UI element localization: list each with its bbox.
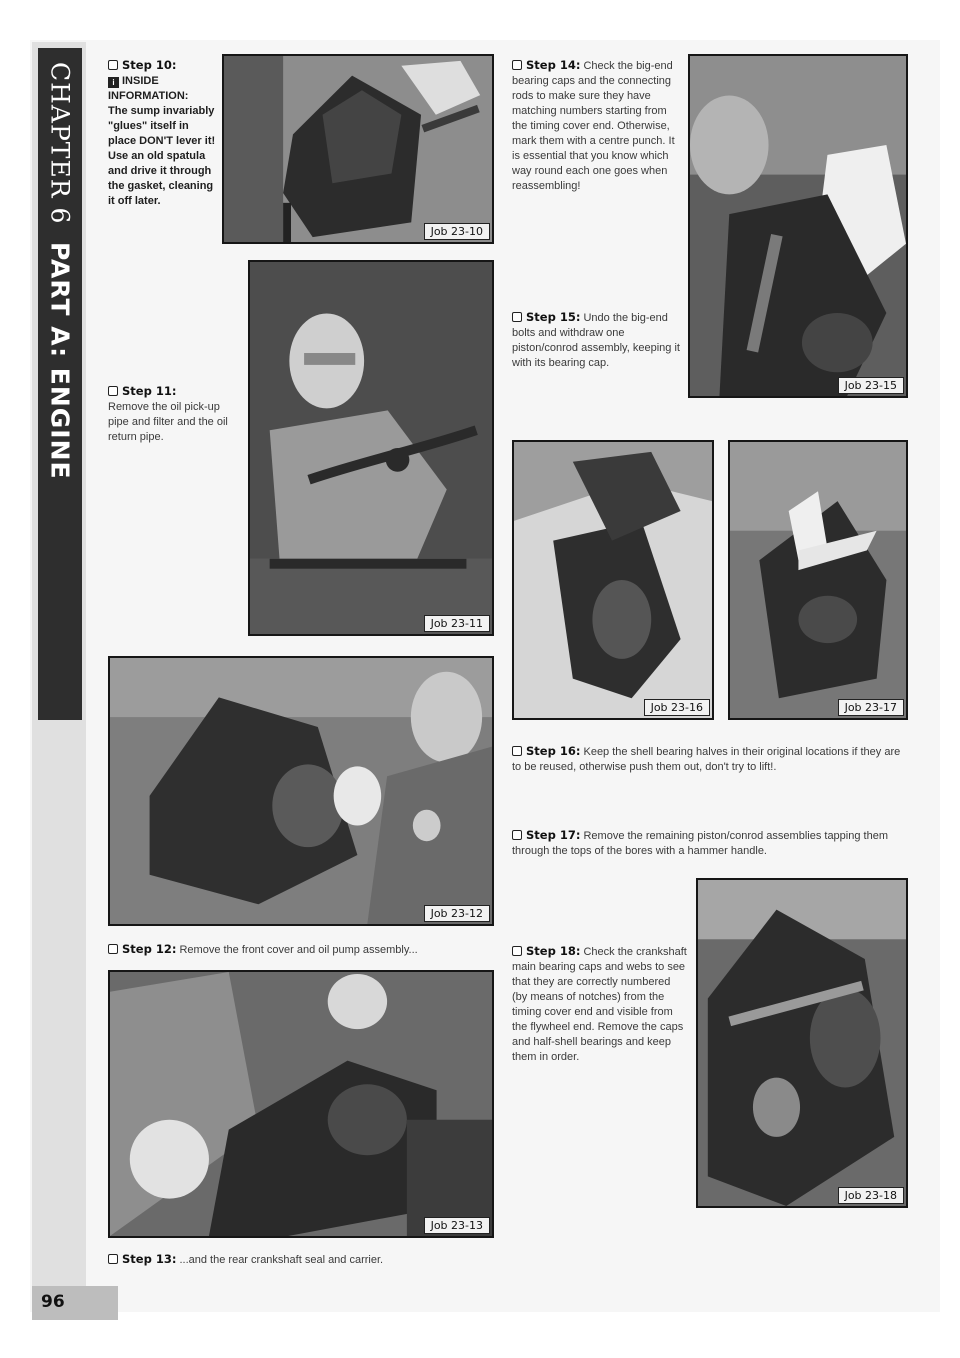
step-16-body: Keep the shell bearing halves in their original locations if they are to be reused, otherwise push them out, don't try to lift!. xyxy=(512,746,901,773)
step-15-body: Undo the big-end bolts and withdraw one piston/conrod assembly, keeping it with its bearing cap. xyxy=(512,312,680,369)
checkbox-icon xyxy=(108,60,118,70)
photo-caption: Job 23-11 xyxy=(424,615,490,632)
step-10-text xyxy=(108,58,216,209)
info-icon: i xyxy=(108,77,119,88)
photo-caption: Job 23-10 xyxy=(424,223,490,240)
checkbox-icon xyxy=(512,746,522,756)
step-17-label: Step 17: xyxy=(526,828,581,842)
checkbox-icon xyxy=(512,60,522,70)
photo-job-23-12 xyxy=(108,656,494,926)
photo-caption: Job 23-16 xyxy=(644,699,710,716)
chapter-title: CHAPTER 6 xyxy=(45,62,75,225)
step-11-body: Remove the oil pick-up pipe and filter and the oil return pipe. xyxy=(108,401,228,443)
step-13-label: Step 13: xyxy=(122,1252,177,1266)
photo-job-23-15 xyxy=(688,54,908,398)
step-12-body: Remove the front cover and oil pump assembly... xyxy=(179,944,418,956)
step-10-label: Step 10: xyxy=(122,58,177,72)
photo-job-23-16 xyxy=(512,440,714,720)
photo-caption: Job 23-15 xyxy=(838,377,904,394)
page-number: 96 xyxy=(32,1286,118,1320)
checkbox-icon xyxy=(108,386,118,396)
step-11-text xyxy=(108,384,240,445)
photo-caption: Job 23-13 xyxy=(424,1217,490,1234)
photo-caption: Job 23-18 xyxy=(838,1187,904,1204)
checkbox-icon xyxy=(108,1254,118,1264)
step-17-body: Remove the remaining piston/conrod assemblies tapping them through the tops of the bores with a hammer handle. xyxy=(512,830,888,857)
photo-job-23-17 xyxy=(728,440,908,720)
step-15-text xyxy=(512,310,682,371)
checkbox-icon xyxy=(512,830,522,840)
part-title: PART A: ENGINE xyxy=(45,242,75,480)
step-17-text xyxy=(512,828,912,859)
step-13-body: ...and the rear crankshaft seal and carrier. xyxy=(179,1254,384,1266)
step-10-body: The sump invariably "glues" itself in place DON'T lever it! Use an old spatula and drive it through the gasket, cleaning it off later. xyxy=(108,105,216,207)
step-12-text xyxy=(108,942,508,958)
step-13-text xyxy=(108,1252,508,1268)
checkbox-icon xyxy=(512,312,522,322)
step-16-text xyxy=(512,744,912,775)
checkbox-icon xyxy=(512,946,522,956)
step-14-text xyxy=(512,58,680,194)
step-18-label: Step 18: xyxy=(526,944,581,958)
photo-job-23-11 xyxy=(248,260,494,636)
step-18-body: Check the crankshaft main bearing caps and webs to see that they are correctly numbered (by means of notches) from the timing cover end and visible from the flywheel end. Remove the caps and half-shell bearings and keep them in order. xyxy=(512,946,687,1063)
photo-caption: Job 23-17 xyxy=(838,699,904,716)
step-14-body: Check the big-end bearing caps and the connecting rods to make sure they have matching numbers starting from the timing cover end. Otherwise, mark them with a centre punch. It is essential that you know which way round each one goes when reassembling! xyxy=(512,60,675,192)
checkbox-icon xyxy=(108,944,118,954)
step-10-info-heading: INSIDE INFORMATION: xyxy=(108,75,189,102)
photo-job-23-18 xyxy=(696,878,908,1208)
step-18-text xyxy=(512,944,688,1065)
step-16-label: Step 16: xyxy=(526,744,581,758)
photo-job-23-10 xyxy=(222,54,494,244)
step-12-label: Step 12: xyxy=(122,942,177,956)
photo-caption: Job 23-12 xyxy=(424,905,490,922)
step-11-label: Step 11: xyxy=(122,384,177,398)
step-14-label: Step 14: xyxy=(526,58,581,72)
step-15-label: Step 15: xyxy=(526,310,581,324)
photo-job-23-13 xyxy=(108,970,494,1238)
